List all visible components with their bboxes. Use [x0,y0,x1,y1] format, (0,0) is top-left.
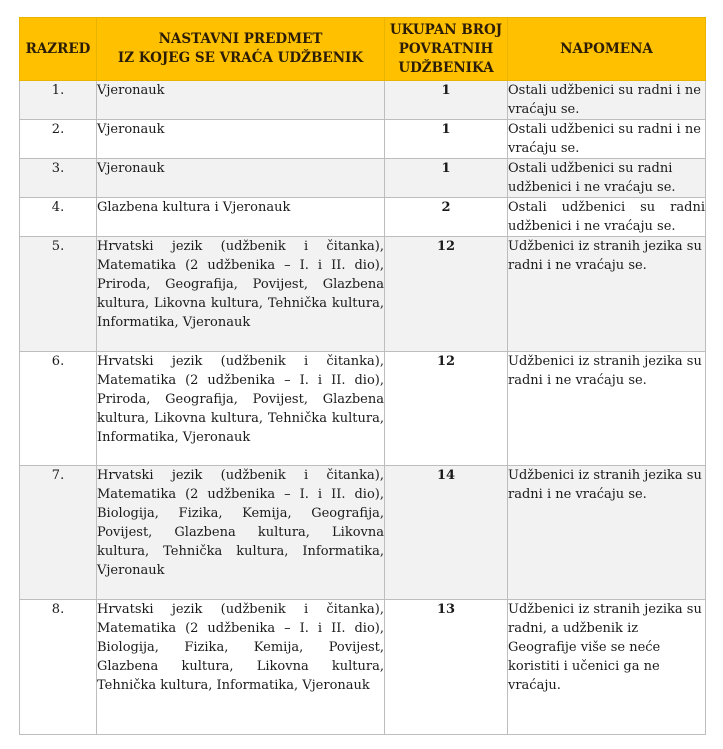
subjects-cell: Glazbena kultura i Vjeronauk [97,198,385,237]
header-note [508,18,706,81]
header-subject-line2: IZ KOJEG SE VRAĆA UDŽBENIK [117,50,364,66]
count-cell: 13 [385,600,508,735]
header-grade [20,18,97,81]
table-row-grade-7 [20,466,706,600]
note-cell: Ostali udžbenici su radni i ne vraćaju se. [508,81,706,120]
grade-cell: 5. [20,237,97,352]
table-row-grade-3 [20,159,706,198]
count-cell: 2 [385,198,508,237]
subjects-cell: Vjeronauk [97,159,385,198]
table-row-grade-1 [20,81,706,120]
header-count-line2: POVRATNIH [398,40,494,57]
header-subject [97,18,385,81]
grade-cell: 8. [20,600,97,735]
header-count-line3: UDŽBENIKA [398,59,494,76]
count-cell: 1 [385,81,508,120]
grade-cell: 3. [20,159,97,198]
subjects-cell: Hrvatski jezik (udžbenik i čitanka), Matematika (2 udžbenika – I. i II. dio), Priroda, Geografija, Povijest, Glazbena kultura, Likovna kultura, Tehnička kultura, Informatika, Vjeronauk [97,352,385,466]
note-cell: Ostali udžbenici su radni i ne vraćaju se. [508,120,706,159]
count-cell: 12 [385,352,508,466]
note-cell: Ostali udžbenici su radni udžbenici i ne vraćaju se. [508,159,706,198]
grade-cell: 1. [20,81,97,120]
subjects-cell: Vjeronauk [97,120,385,159]
note-cell: Ostali udžbenici su radni udžbenici i ne vraćaju se. [508,198,706,237]
header-subject-line1: NASTAVNI PREDMET [158,31,323,47]
count-cell: 1 [385,159,508,198]
note-cell: Udžbenici iz stranih jezika su radni, a udžbenik iz Geografije više se neće koristiti i učenici ga ne vraćaju. [508,600,706,735]
grade-cell: 4. [20,198,97,237]
subjects-cell: Hrvatski jezik (udžbenik i čitanka), Matematika (2 udžbenika – I. i II. dio), Biologija, Fizika, Kemija, Geografija, Povijest, Glazbena kultura, Likovna kultura, Tehnička kultura, Informatika, Vjeronauk [97,466,385,600]
header-grade-label: RAZRED [25,40,91,57]
count-cell: 12 [385,237,508,352]
count-cell: 1 [385,120,508,159]
table-row-grade-4 [20,198,706,237]
table-row-grade-6 [20,352,706,466]
note-cell: Udžbenici iz stranih jezika su radni i ne vraćaju se. [508,466,706,600]
returned-textbooks-table [19,17,706,735]
count-cell: 14 [385,466,508,600]
table-row-grade-8 [20,600,706,735]
header-count [385,18,508,81]
subjects-cell: Hrvatski jezik (udžbenik i čitanka), Matematika (2 udžbenika – I. i II. dio), Biologija, Fizika, Kemija, Povijest, Glazbena kultura, Likovna kultura, Tehnička kultura, Informatika, Vjeronauk [97,600,385,735]
grade-cell: 2. [20,120,97,159]
note-cell: Udžbenici iz stranih jezika su radni i ne vraćaju se. [508,352,706,466]
grade-cell: 6. [20,352,97,466]
table-row-grade-5 [20,237,706,352]
subjects-cell: Hrvatski jezik (udžbenik i čitanka), Matematika (2 udžbenika – I. i II. dio), Priroda, Geografija, Povijest, Glazbena kultura, Likovna kultura, Tehnička kultura, Informatika, Vjeronauk [97,237,385,352]
header-note-label: NAPOMENA [560,40,653,57]
header-row [20,18,706,81]
subjects-cell: Vjeronauk [97,81,385,120]
table-row-grade-2 [20,120,706,159]
grade-cell: 7. [20,466,97,600]
note-cell: Udžbenici iz stranih jezika su radni i ne vraćaju se. [508,237,706,352]
header-count-line1: UKUPAN BROJ [389,21,503,38]
